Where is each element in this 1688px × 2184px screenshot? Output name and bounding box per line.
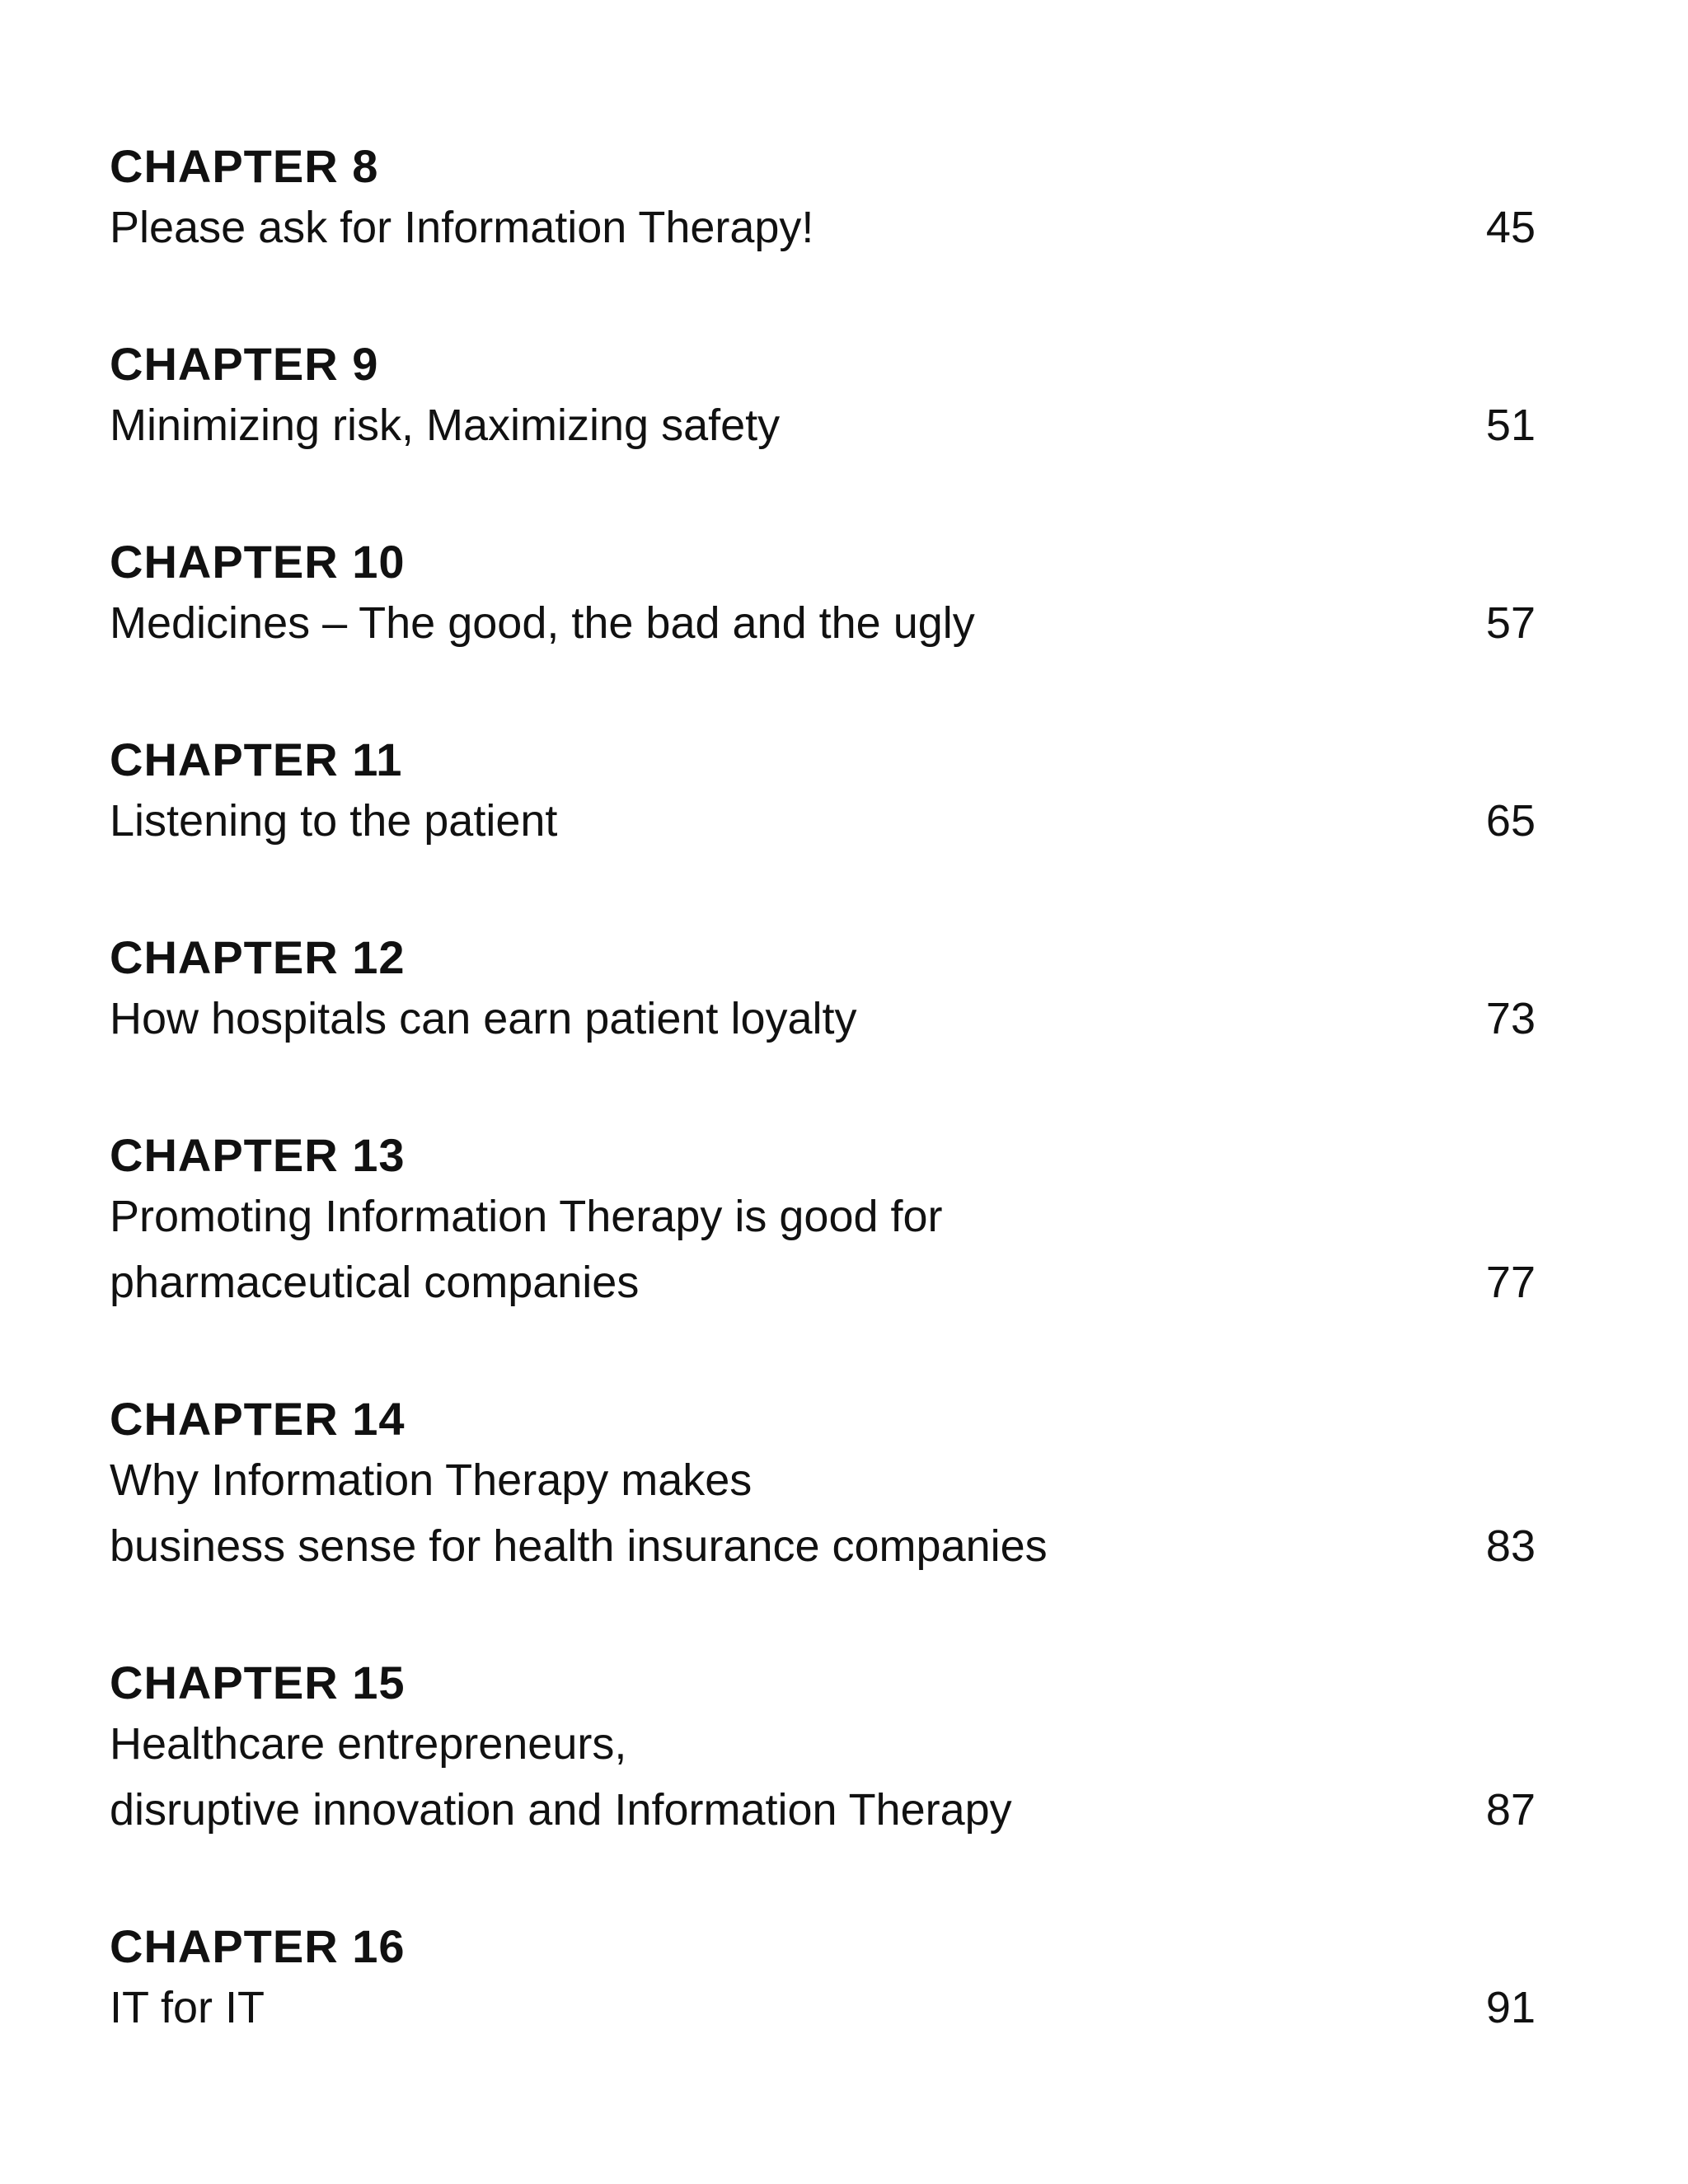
- page-number: 83: [1485, 1521, 1536, 1571]
- toc-entry-chapter-8: [110, 138, 1536, 260]
- chapter-title-line: Listening to the patient: [110, 796, 558, 846]
- chapter-title-row: [110, 590, 1536, 656]
- chapter-title: [110, 194, 814, 260]
- chapter-label: CHAPTER 12: [110, 931, 406, 983]
- chapter-title-line: How hospitals can earn patient loyalty: [110, 994, 857, 1043]
- table-of-contents: [110, 138, 1536, 2116]
- chapter-title: [110, 392, 780, 458]
- chapter-title: [110, 986, 857, 1052]
- chapter-title: [110, 1975, 265, 2041]
- chapter-title: [110, 1183, 943, 1315]
- toc-entry-chapter-11: [110, 732, 1536, 854]
- page-number: 45: [1485, 203, 1536, 252]
- chapter-title-line: disruptive innovation and Information Therapy: [110, 1785, 1012, 1835]
- chapter-label: CHAPTER 10: [110, 536, 406, 588]
- chapter-title-row: [110, 194, 1536, 260]
- chapter-title-row: [110, 1711, 1536, 1843]
- chapter-title-row: [110, 392, 1536, 458]
- page-number: 87: [1485, 1785, 1536, 1835]
- page-number: 91: [1485, 1983, 1536, 2032]
- chapter-title-row: [110, 986, 1536, 1052]
- page-number: 65: [1485, 796, 1536, 846]
- chapter-title-line: pharmaceutical companies: [110, 1258, 640, 1307]
- page-number: 73: [1485, 994, 1536, 1043]
- chapter-label: CHAPTER 16: [110, 1920, 406, 1972]
- toc-entry-chapter-15: [110, 1655, 1536, 1843]
- chapter-title-line: business sense for health insurance companies: [110, 1521, 1048, 1571]
- chapter-title-row: [110, 1447, 1536, 1579]
- chapter-title-line: Healthcare entrepreneurs,: [110, 1719, 627, 1769]
- chapter-label: CHAPTER 15: [110, 1657, 406, 1708]
- toc-entry-chapter-16: [110, 1919, 1536, 2041]
- toc-entry-chapter-13: [110, 1127, 1536, 1315]
- page-number: 77: [1485, 1258, 1536, 1307]
- toc-entry-chapter-12: [110, 930, 1536, 1052]
- chapter-title-row: [110, 788, 1536, 854]
- chapter-label: CHAPTER 13: [110, 1129, 406, 1181]
- toc-entry-chapter-10: [110, 534, 1536, 656]
- chapter-label: CHAPTER 14: [110, 1393, 406, 1445]
- chapter-title: [110, 1447, 1048, 1579]
- chapter-title: [110, 788, 557, 854]
- chapter-label: CHAPTER 8: [110, 140, 379, 192]
- toc-entry-chapter-14: [110, 1391, 1536, 1579]
- chapter-title-line: Why Information Therapy makes: [110, 1455, 753, 1505]
- toc-entry-chapter-9: [110, 336, 1536, 458]
- chapter-title-line: Please ask for Information Therapy!: [110, 203, 814, 252]
- chapter-title-row: [110, 1183, 1536, 1315]
- page-number: 57: [1485, 598, 1536, 648]
- chapter-label: CHAPTER 11: [110, 733, 403, 785]
- chapter-title-line: Promoting Information Therapy is good for: [110, 1192, 943, 1241]
- page-number: 51: [1485, 401, 1536, 450]
- chapter-title: [110, 1711, 1012, 1843]
- chapter-title-line: Minimizing risk, Maximizing safety: [110, 401, 781, 450]
- chapter-title-row: [110, 1975, 1536, 2041]
- chapter-title-line: IT for IT: [110, 1983, 265, 2032]
- chapter-title: [110, 590, 975, 656]
- chapter-label: CHAPTER 9: [110, 338, 379, 390]
- chapter-title-line: Medicines – The good, the bad and the ugly: [110, 598, 975, 648]
